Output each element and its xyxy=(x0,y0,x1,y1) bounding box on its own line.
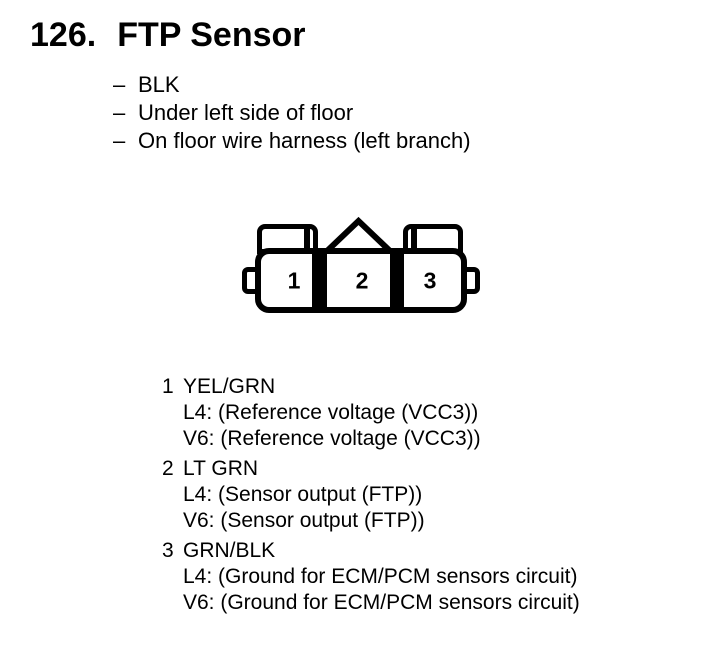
note-line xyxy=(113,99,471,127)
note-text: Under left side of floor xyxy=(138,100,354,125)
wire-color: GRN/BLK xyxy=(183,539,276,562)
pin-number: 2 xyxy=(162,457,174,480)
pin-item xyxy=(162,374,580,452)
dash-marker: – xyxy=(113,72,126,97)
page-title xyxy=(30,16,306,54)
pin-number: 3 xyxy=(162,539,174,562)
pin-function: L4: (Sensor output (FTP)) xyxy=(183,483,423,506)
cavity-label-1: 1 xyxy=(287,267,301,294)
note-text: On floor wire harness (left branch) xyxy=(138,128,471,153)
pin-header xyxy=(162,456,580,482)
wire-color: YEL/GRN xyxy=(183,375,276,398)
dash-marker: – xyxy=(113,128,126,153)
pin-header xyxy=(162,374,580,400)
pin-item xyxy=(162,456,580,534)
pin-number: 1 xyxy=(162,375,174,398)
pin-function: V6: (Sensor output (FTP)) xyxy=(183,509,425,532)
dash-marker: – xyxy=(113,100,126,125)
location-notes xyxy=(113,71,471,155)
pin-function: V6: (Ground for ECM/PCM sensors circuit) xyxy=(183,591,580,614)
pin-item xyxy=(162,538,580,616)
note-line xyxy=(113,71,471,99)
wire-color: LT GRN xyxy=(183,457,259,480)
pin-function: L4: (Ground for ECM/PCM sensors circuit) xyxy=(183,565,578,588)
cavity-label-3: 3 xyxy=(423,267,437,294)
cavity-divider xyxy=(312,250,327,311)
pin-detail-list xyxy=(162,374,580,616)
pin-function: L4: (Reference voltage (VCC3)) xyxy=(183,401,479,424)
note-text: BLK xyxy=(138,72,180,97)
pin-function: V6: (Reference voltage (VCC3)) xyxy=(183,427,481,450)
cavity-divider xyxy=(390,250,404,311)
section-title: FTP Sensor xyxy=(117,16,306,54)
cavity-label-2: 2 xyxy=(355,267,369,294)
note-line xyxy=(113,127,471,155)
section-number: 126. xyxy=(30,16,97,54)
pin-header xyxy=(162,538,580,564)
